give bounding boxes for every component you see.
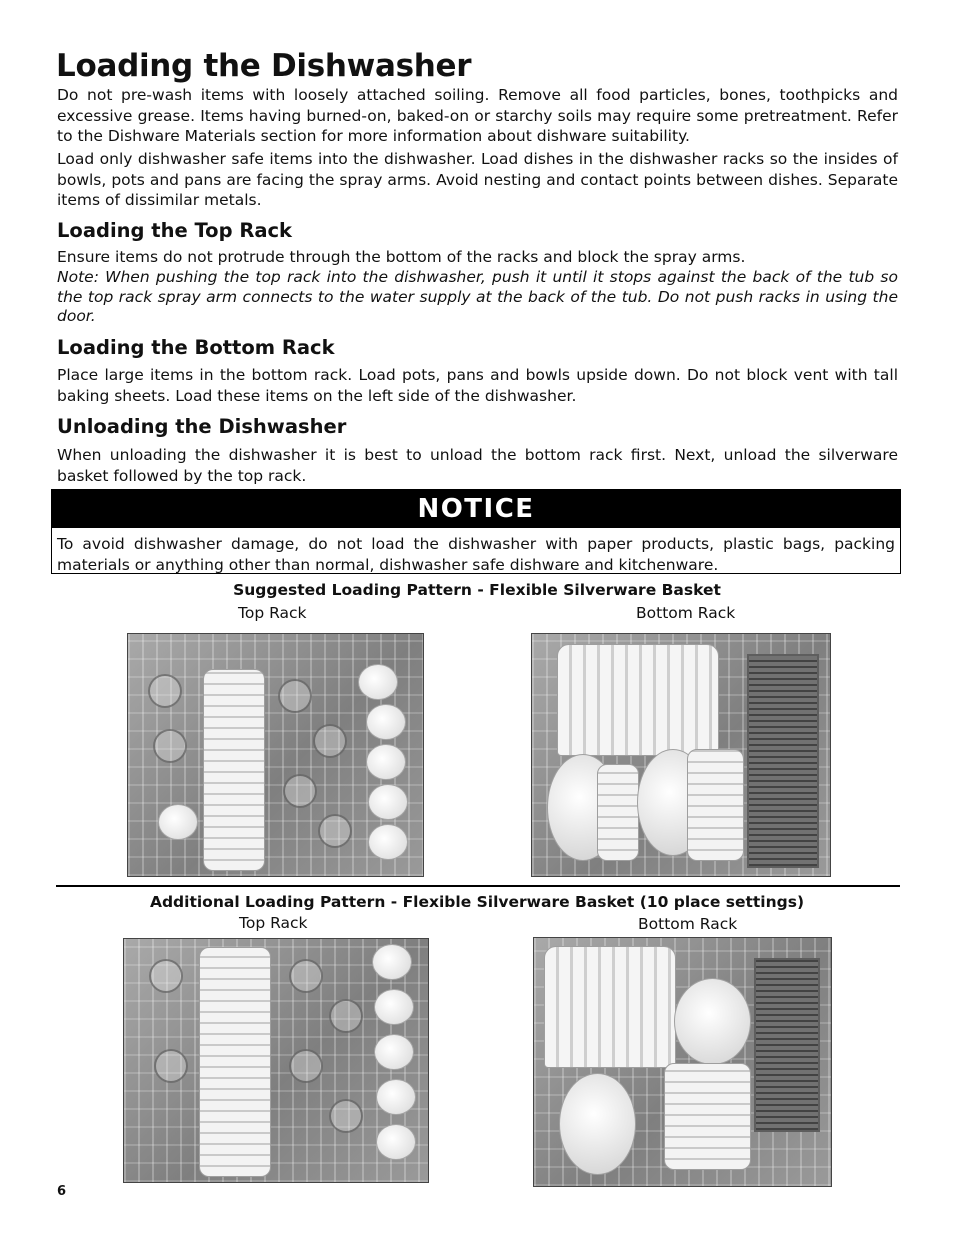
glass — [154, 1049, 188, 1083]
section-divider — [56, 885, 900, 887]
pattern-1-bottom-rack-label: Bottom Rack — [636, 604, 736, 622]
glass — [283, 774, 317, 808]
unloading-text: When unloading the dishwasher it is best to unload the bottom rack first. Next, unload the silverware basket followed by the top rack. — [57, 446, 898, 485]
pattern-2-bottom-rack-label: Bottom Rack — [638, 915, 738, 933]
pattern-1-bottom-rack-photo — [531, 633, 831, 877]
bottom-rack-heading: Loading the Bottom Rack — [57, 336, 335, 359]
silverware-basket — [747, 654, 819, 868]
bowl — [674, 978, 751, 1065]
pattern-1-caption: Suggested Loading Pattern - Flexible Silverware Basket — [233, 581, 721, 599]
intro-paragraph-1: Do not pre-wash items with loosely attached soiling. Remove all food particles, bones, toothpicks and excessive grease. Items having burned-on, baked-on or starchy soils may require some pretreatment. Refer to the Dishware Materials section for more information about dishware suitability. — [57, 86, 898, 145]
plates-stack — [199, 947, 271, 1177]
glass — [313, 724, 347, 758]
cup — [368, 824, 408, 860]
cup — [376, 1079, 416, 1115]
glass — [149, 959, 183, 993]
cup — [368, 784, 408, 820]
cup — [376, 1124, 416, 1160]
top-rack-heading: Loading the Top Rack — [57, 219, 293, 242]
glass — [148, 674, 182, 708]
cup — [374, 1034, 414, 1070]
unloading-heading: Unloading the Dishwasher — [57, 415, 347, 438]
glass — [289, 959, 323, 993]
glass — [278, 679, 312, 713]
glass — [329, 999, 363, 1033]
pattern-2-caption: Additional Loading Pattern - Flexible Silverware Basket (10 place settings) — [149, 893, 805, 911]
top-rack-text: Ensure items do not protrude through the bottom of the racks and block the spray arms. — [57, 248, 746, 266]
bottom-rack-text: Place large items in the bottom rack. Load pots, pans and bowls upside down. Do not block vent with tall baking sheets. Load these items on the left side of the dishwasher. — [57, 366, 898, 405]
intro-paragraph-2: Load only dishwasher safe items into the dishwasher. Load dishes in the dishwasher racks so the insides of bowls, pots and pans are facing the spray arms. Avoid nesting and contact points between dishes. Separate items of dissimilar metals. — [57, 150, 898, 209]
plates-stack — [203, 669, 265, 871]
glass — [153, 729, 187, 763]
cup — [372, 944, 412, 980]
cup — [366, 744, 406, 780]
pattern-2-bottom-rack-photo — [533, 937, 832, 1187]
cup — [358, 664, 398, 700]
bowl — [559, 1073, 636, 1175]
pattern-2-top-rack-photo — [123, 938, 429, 1183]
glass — [289, 1049, 323, 1083]
pattern-2-top-rack-label: Top Rack — [239, 914, 308, 932]
cup — [366, 704, 406, 740]
notice-label: NOTICE — [52, 490, 900, 528]
plates-row — [557, 644, 719, 756]
cup — [158, 804, 198, 840]
glass — [318, 814, 352, 848]
plates-row — [544, 946, 676, 1068]
glass — [329, 1099, 363, 1133]
pattern-1-top-rack-photo — [127, 633, 424, 877]
plates-stack — [664, 1063, 751, 1170]
silverware-basket — [754, 958, 820, 1132]
top-rack-note: Note: When pushing the top rack into the dishwasher, push it until it stops against the back of the tub so the top rack spray arm connects to the water supply at the back of the tub. Do not push racks in using the door. — [57, 268, 898, 325]
cup — [374, 989, 414, 1025]
bowl-stack — [597, 764, 639, 861]
pattern-1-top-rack-label: Top Rack — [238, 604, 307, 622]
page-number: 6 — [57, 1184, 67, 1199]
page-title: Loading the Dishwasher — [56, 48, 472, 84]
notice-box — [51, 489, 901, 574]
notice-text: To avoid dishwasher damage, do not load the dishwasher with paper products, plastic bags, packing materials or anything other than normal, dishwasher safe dishware and kitchenware. — [57, 535, 895, 574]
plates-stack — [687, 749, 744, 861]
